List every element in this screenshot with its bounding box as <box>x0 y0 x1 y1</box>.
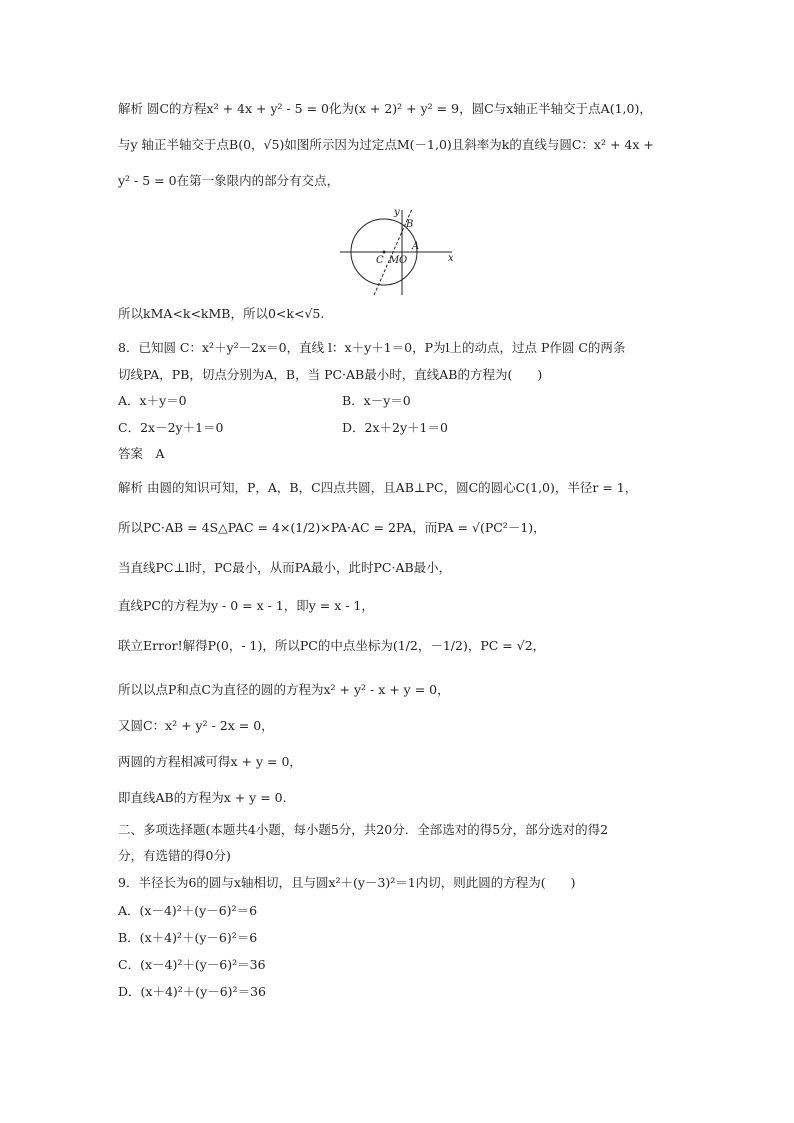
q8-option-a: A．x＋y＝0 <box>118 393 187 408</box>
analysis-6: 所以以点P和点C为直径的圆的方程为x² + y² - x + y = 0， <box>118 682 450 697</box>
label-c: C <box>376 255 384 266</box>
analysis-2: 所以PC·AB = 4S△PAC = 4×(1/2)×PA·AC = 2PA，而PA = √(PC²－1)， <box>118 520 546 535</box>
label-m: M <box>389 255 400 266</box>
p-line-2: 与y 轴正半轴交于点B(0，√5)如图所示因为过定点M(－1,0)且斜率为k的直线与圆C：x² + 4x + <box>118 137 654 152</box>
q8-line-1: 8．已知圆 C：x²＋y²－2x＝0，直线 l：x＋y＋1＝0，P为l上的动点，过点 P作圆 C的两条 <box>118 340 626 355</box>
answer-line: 答案 A <box>118 446 165 461</box>
analysis-9: 即直线AB的方程为x + y = 0. <box>118 790 287 805</box>
q8-option-d: D．2x＋2y＋1＝0 <box>342 420 448 435</box>
label-x: x <box>448 253 454 264</box>
label-a: A <box>412 241 420 252</box>
q9-stem: 9．半径长为6的圆与x轴相切，且与圆x²＋(y－3)²＝1内切，则此圆的方程为( ) <box>118 875 576 890</box>
q9-option-a: A．(x－4)²＋(y－6)²＝6 <box>118 903 258 918</box>
label-y: y <box>394 207 400 218</box>
p-line-4: 所以kMA<k<kMB，所以0<k<√5. <box>118 306 325 321</box>
q9-option-b: B．(x＋4)²＋(y－6)²＝6 <box>118 930 258 945</box>
analysis-8: 两圆的方程相减可得x + y = 0， <box>118 754 302 769</box>
analysis-3: 当直线PC⊥l时，PC最小，从而PA最小，此时PC·AB最小， <box>118 560 452 575</box>
q9-option-c: C．(x－4)²＋(y－6)²＝36 <box>118 957 266 972</box>
section-heading-2: 分，有选错的得0分) <box>118 848 231 863</box>
q9-option-d: D．(x＋4)²＋(y－6)²＝36 <box>118 984 266 999</box>
analysis-1: 解析 由圆的知识可知，P，A，B，C四点共圆，且AB⊥PC，圆C的圆心C(1,0)，半径r = 1， <box>118 480 638 495</box>
p-line-1: 解析 圆C的方程x² + 4x + y² - 5 = 0化为(x + 2)² + y² = 9，圆C与x轴正半轴交于点A(1,0)， <box>118 101 652 116</box>
label-b: B <box>406 219 414 230</box>
q8-option-b: B．x－y＝0 <box>342 393 411 408</box>
analysis-4: 直线PC的方程为y - 0 = x - 1，即y = x - 1， <box>118 598 374 613</box>
center-point <box>383 251 386 254</box>
analysis-7: 又圆C：x² + y² - 2x = 0， <box>118 718 274 733</box>
analysis-5: 联立Error!解得P(0，- 1)，所以PC的中点坐标为(1/2，－1/2)，PC = √2， <box>118 638 546 653</box>
section-heading: 二、多项选择题(本题共4小题，每小题5分，共20分．全部选对的得5分，部分选对的得2 <box>118 822 609 837</box>
label-o: O <box>399 255 408 266</box>
q8-line-2: 切线PA，PB，切点分别为A，B，当 PC·AB最小时，直线AB的方程为( ) <box>118 367 543 382</box>
q8-option-c: C．2x－2y＋1＝0 <box>118 420 224 435</box>
p-line-3: y² - 5 = 0在第一象限内的部分有交点， <box>118 173 340 188</box>
circle-figure <box>336 205 466 300</box>
